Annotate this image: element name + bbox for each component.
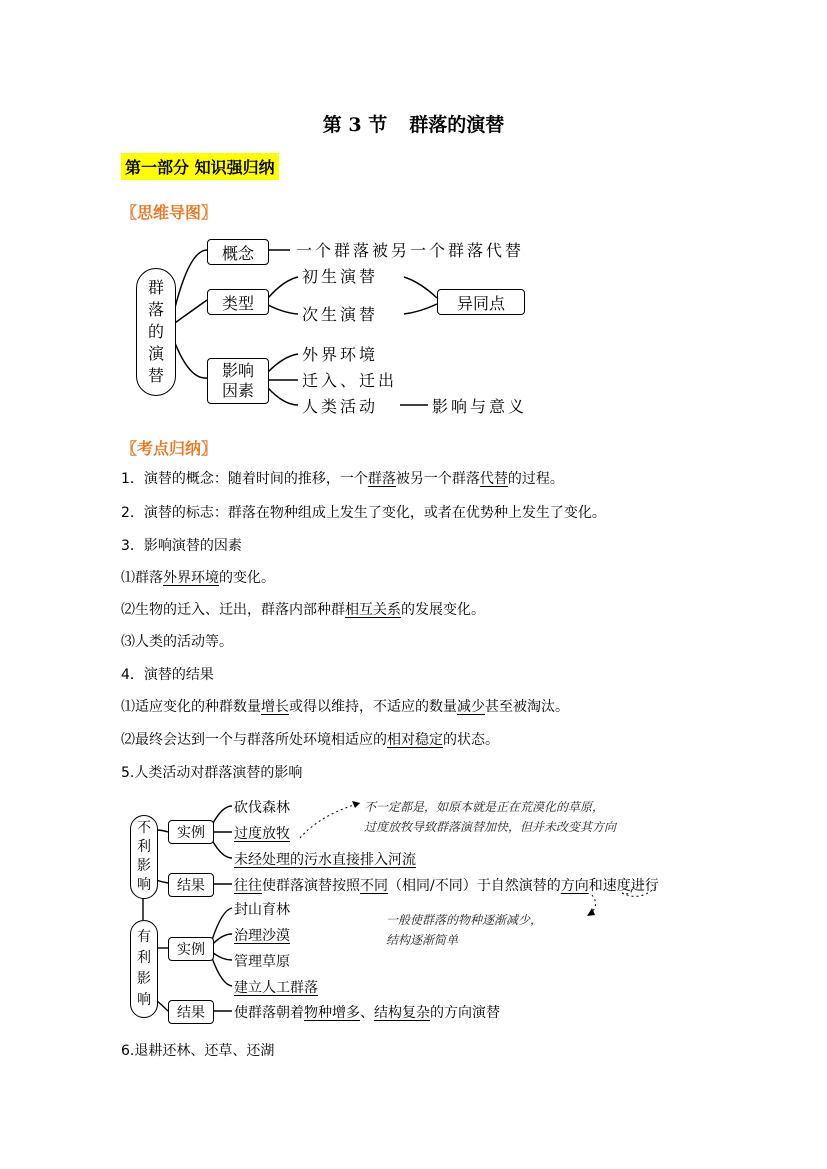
good-example-3: 管理草原	[234, 954, 290, 970]
good-result-box: 结果	[168, 1000, 214, 1024]
point-3-2: ⑵生物的迁入、迁出，群落内部种群相互关系的发展变化。	[121, 602, 485, 618]
factor-human-effect: 影响与意义	[432, 397, 528, 416]
good-example-2: 治理沙漠	[234, 928, 290, 944]
good-example-1: 封山育林	[234, 902, 290, 918]
concept-box: 概念	[207, 239, 269, 265]
section-number: 第 3 节	[322, 114, 388, 136]
bad-result-text: 往往使群落演替按照不同（相同/不同）于自然演替的方向和速度进行	[234, 878, 659, 894]
bad-example-3: 未经处理的污水直接排入河流	[234, 852, 416, 868]
types-box: 类型	[207, 289, 269, 315]
point-1: 1．演替的概念：随着时间的推移，一个群落被另一个群落代替的过程。	[121, 471, 564, 487]
point-6: 6.退耕还林、还草、还湖	[121, 1043, 275, 1059]
factor-environment: 外界环境	[302, 345, 379, 364]
concept-text: 一个群落被另一个群落代替	[296, 241, 525, 260]
bad-example-2: 过度放牧	[234, 826, 290, 842]
factors-box: 影响 因素	[207, 358, 269, 404]
point-2: 2．演替的标志：群落在物种组成上发生了变化，或者在优势种上发生了变化。	[121, 505, 606, 521]
point-5: 5.人类活动对群落演替的影响	[121, 765, 303, 781]
key-points-heading: 〖考点归纳〗	[121, 439, 218, 458]
factor-migration: 迁入、迁出	[302, 371, 398, 390]
note-2-line-1: 一般使群落的物种逐渐减少，	[386, 913, 543, 927]
good-example-4: 建立人工群落	[234, 980, 318, 996]
bad-impact-label: 不利影响	[130, 815, 158, 899]
mind-map-heading: 〖思维导图〗	[121, 203, 218, 222]
good-impact-label: 有利影响	[130, 920, 158, 1018]
note-2-line-2: 结构逐渐简单	[386, 933, 459, 947]
good-result-text: 使群落朝着物种增多、结构复杂的方向演替	[234, 1005, 500, 1021]
section-name: 群落的演替	[409, 114, 505, 136]
type-secondary: 次生演替	[302, 305, 379, 324]
factor-human: 人类活动	[302, 397, 379, 416]
point-4-2: ⑵最终会达到一个与群落所处环境相适应的相对稳定的状态。	[121, 732, 499, 748]
bad-example-1: 砍伐森林	[234, 800, 290, 816]
point-3: 3．影响演替的因素	[121, 538, 242, 554]
good-example-box: 实例	[168, 937, 214, 961]
point-3-3: ⑶人类的活动等。	[121, 634, 233, 650]
mind-map-root: 群落的演替	[136, 268, 176, 396]
note-1-line-2: 过度放牧导致群落演替加快，但并未改变其方向	[364, 820, 617, 834]
point-4-1: ⑴适应变化的种群数量增长或得以维持，不适应的数量减少甚至被淘汰。	[121, 699, 569, 715]
point-4: 4．演替的结果	[121, 667, 214, 683]
similarity-box: 异同点	[437, 289, 525, 315]
bad-result-box: 结果	[168, 873, 214, 897]
part-label: 第一部分 知识强归纳	[121, 153, 279, 180]
type-primary: 初生演替	[302, 267, 379, 286]
point-3-1: ⑴群落外界环境的变化。	[121, 570, 275, 586]
note-1-line-1: 不一定都是，如原本就是正在荒漠化的草原，	[364, 800, 605, 814]
bad-example-box: 实例	[168, 820, 214, 844]
